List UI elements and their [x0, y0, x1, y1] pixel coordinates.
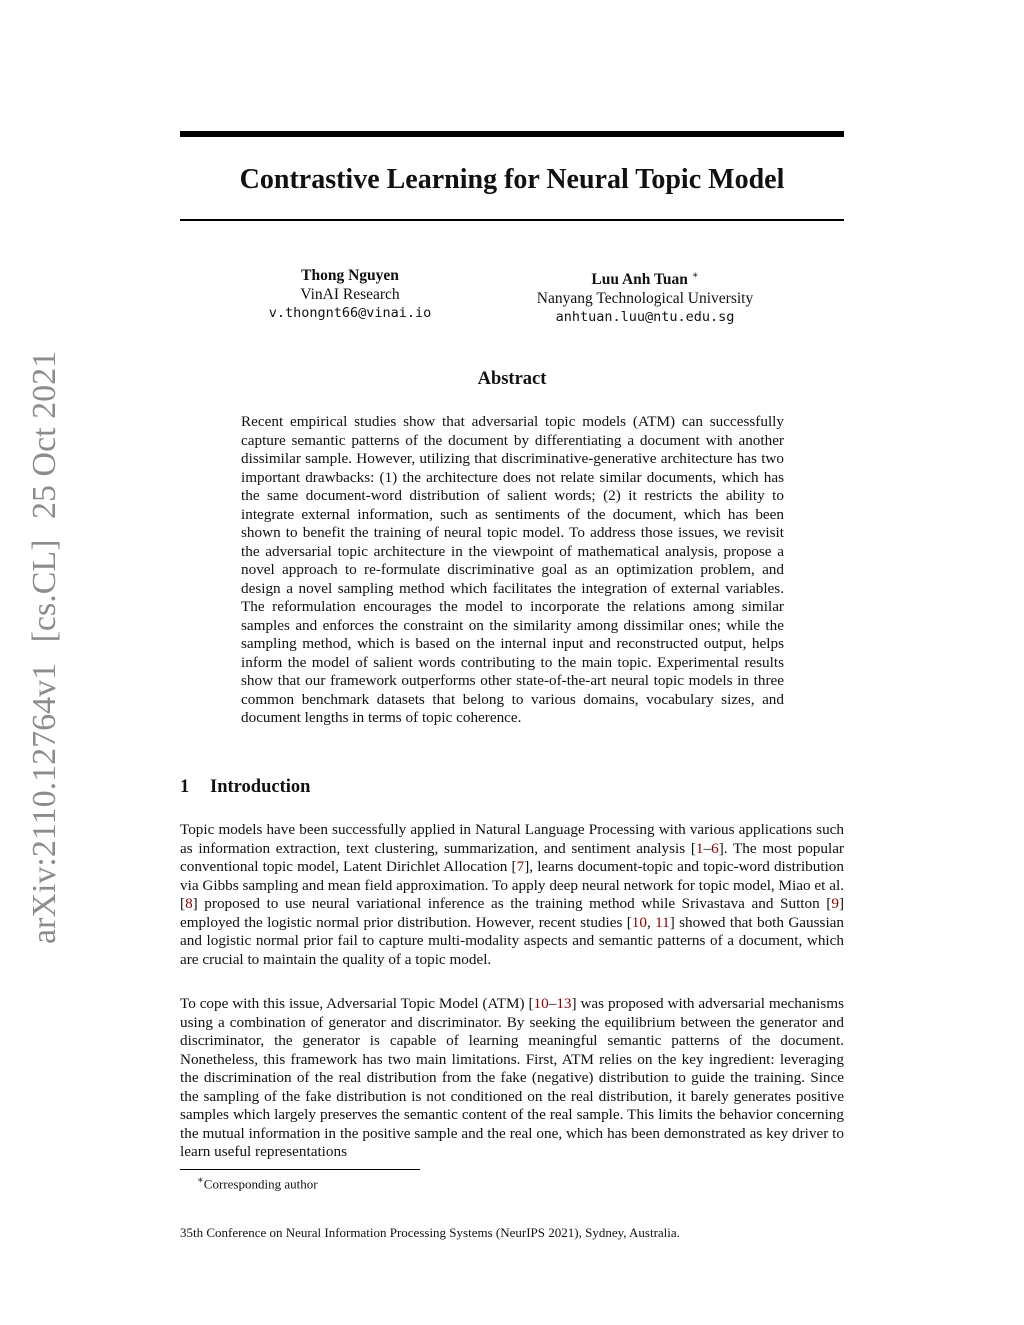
conference-footer: 35th Conference on Neural Information Processing Systems (NeurIPS 2021), Sydney, Australia.	[180, 1225, 680, 1240]
section-heading-introduction	[180, 777, 310, 798]
footnote-text: Corresponding author	[203, 1176, 318, 1192]
author-email: anhtuan.luu@ntu.edu.sg	[555, 309, 735, 326]
citation-link[interactable]: 7	[516, 858, 525, 875]
citation-link[interactable]: 11	[655, 913, 670, 931]
arxiv-category: [cs.CL]	[26, 539, 63, 643]
footnote-rule	[180, 1169, 420, 1170]
author-name: Thong Nguyen	[301, 267, 399, 284]
citation-link[interactable]: 9	[831, 895, 839, 912]
citation-link[interactable]: 1	[695, 839, 704, 857]
author-affiliation: VinAI Research	[300, 286, 400, 303]
arxiv-stamp	[25, 350, 65, 950]
corresponding-author-mark: ∗	[691, 270, 699, 281]
author-affiliation: Nanyang Technological University	[536, 290, 754, 308]
citation-link[interactable]: 6	[711, 839, 719, 857]
title-bottom-rule	[180, 219, 844, 221]
author-block-1	[240, 266, 460, 323]
title-top-rule	[180, 131, 844, 137]
abstract-text: Recent empirical studies show that adversarial topic models (ATM) can successfully capture semantic patterns of the document by differentiating a document with another dissimilar sample. However, utilizing that discriminative-generative architecture has two important drawbacks: (1) the architecture does not relate similar documents, which has the same document-word distribution of salient words; (2) it restricts the ability to integrate external information, such as sentiments of the document, which has been shown to benefit the training of neural topic model. To address those issues, we revisit the adversarial topic architecture in the viewpoint of mathematical analysis, propose a novel approach to re-formulate discriminative goal as an optimization problem, and design a novel sampling method which facilitates the integration of external variables. The reformulation encourages the model to incorporate the relations among similar samples and enforces the constraint on the similarity among dissimilar ones; while the sampling method, which is based on the internal input and reconstructed output, helps inform the model of salient words contributing to the main topic. Experimental results show that our framework outperforms other state-of-the-art neural topic models in three common benchmark datasets that belong to various domains, vocabulary sizes, and document lengths in terms of topic coherence.	[241, 413, 784, 726]
author-block-2	[505, 266, 785, 327]
footnote-mark: ∗	[197, 1175, 204, 1186]
paper-title: Contrastive Learning for Neural Topic Model	[239, 164, 785, 195]
arxiv-date: 25 Oct 2021	[26, 350, 63, 519]
citation-link[interactable]: 10	[631, 913, 647, 931]
abstract-heading: Abstract	[477, 369, 547, 389]
author-email: v.thongnt66@vinai.io	[268, 305, 432, 321]
footnote	[197, 1175, 318, 1192]
intro-paragraph-1: Topic models have been successfully applied in Natural Language Processing with various applications such as information extraction, text clustering, summarization, and sentiment analysis [1–6]. The most popular conventional topic model, Latent Dirichlet Allocation [7], learns document-topic and topic-word distribution via Gibbs sampling and mean field approximation. To apply deep neural network for topic model, Miao et al. [8] proposed to use neural variational inference as the training method while Srivastava and Sutton [9] employed the logistic normal prior distribution. However, recent studies [10, 11] showed that both Gaussian and logistic normal prior fail to capture multi-modality aspects and semantic patterns of a document, which are crucial to maintain the quality of a topic model.	[180, 821, 844, 968]
arxiv-id: arXiv:2110.12764v1	[26, 662, 63, 944]
citation-link[interactable]: 13	[556, 995, 572, 1012]
section-number: 1	[180, 777, 190, 797]
citation-link[interactable]: 10	[533, 995, 549, 1012]
citation-link[interactable]: 8	[185, 895, 193, 912]
author-name: Luu Anh Tuan	[591, 271, 688, 289]
section-title: Introduction	[210, 777, 311, 797]
intro-paragraph-2: To cope with this issue, Adversarial Topic Model (ATM) [10–13] was proposed with adversarial mechanisms using a combination of generator and discriminator. By seeking the equilibrium between the generator and discriminator, the generator is capable of learning meaningful semantic patterns of the document. Nonetheless, this framework has two main limitations. First, ATM relies on the key ingredient: leveraging the discrimination of the real distribution from the fake (negative) distribution to guide the training. Since the sampling of the fake distribution is not conditioned on the real distribution, it barely generates positive samples which largely preserves the semantic content of the real sample. This limits the behavior concerning the mutual information in the positive sample and the real one, which has been demonstrated as key driver to learn useful representations	[180, 995, 844, 1160]
